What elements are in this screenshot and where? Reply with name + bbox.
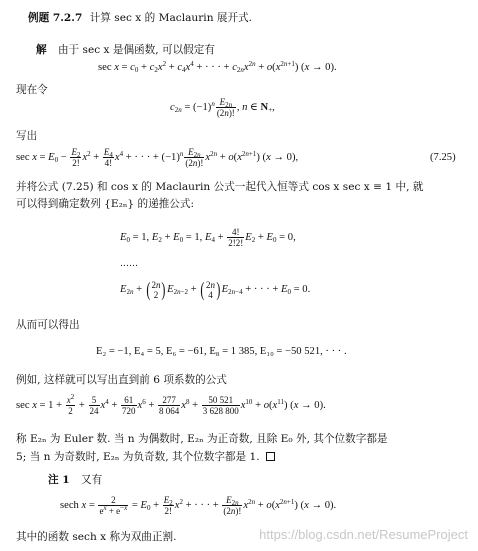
note-text: 又有 — [81, 474, 103, 486]
example-title: 计算 sec x 的 Maclaurin 展开式. — [89, 12, 253, 24]
solution-intro-text: 由于 sec x 是偶函数, 可以假定有 — [57, 44, 215, 56]
note-label: 注 1 — [48, 474, 70, 486]
watermark-text: https://blog.csdn.net/ResumeProject — [259, 527, 468, 542]
eq-tag: (7.25) — [430, 152, 456, 163]
textbook-page: 例题 7.2.7 计算 sec x 的 Maclaurin 展开式. 解 由于 sec x 是偶函数, 可以假定有 $\sec x = c_0 + c_2x^2 + c_4x^4$ + · · · + $c_{2n}x^{2n} + o(x^{2n+1}) (x \to 0)$. 现在令 $c_{2n} = (-1)^n$ $\frac{E_{2n}}{(2n)!}$ , n ∈ $N_+$, 写出 $\sec x = E_0$ − $\frac{E_2}{2!}$ $x^2$ + $\frac{E_4}{4!}$ $x^4$ + · · · + $(-1)^n$ $\frac{E_{2n}}{(2n)!}$ $x^{2n} + o(x^{2n+1}) (x \to 0)$, (7.25) 并将公式 (7.25) 和 cos x 的 Maclaurin 公式一起代入恒等式 cos x sec x ≡ 1 中, 就 可以得到确定数列 {E₂ₙ} 的递推公式: $E_0 = 1$, $E_2 + E_0 = 1$, $E_4$ + $\frac{4!}{2!2!}$ $E_2 + E_0 = 0$, …… $E_{2n}$ + ( 2n 2 )$E_{2n-2}$ + ( 2n 4 )$E_{2n-4}$ + · · · + $E_0 = 0$. 从而可以得出 E₂ = −1, E₄ = 5, E₆ = −61, E₈ = 1 385, E₁₀ = −50 521, · · · . 例如, 这样就可以写出直到前 6 项系数的公式 sec x = 1 + $\frac{x^2}{2}$ + $\frac{5}{24}$ $x^4$ + $\frac{61}{720}$ $x^6$ + $\frac{277}{8 064}$ $x^8$ + $\frac{50 521}{3 628 800}$ $x^{10} + o(x^{11}) (x \to 0)$. 称 E₂ₙ 为 Euler 数. 当 n 为偶数时, E₂ₙ 为正奇数, 且除 E₀ 外, 其个位数字都是 5; 当 n 为奇数时, E₂ₙ 为负奇数, 其个位数字都是 1. 注 1 又有 sech x = $\frac{2}{e^x + e^{-x}}$ = $E_0$ + $\frac{E_2}{2!}$ $x^2$ + · · · + $\frac{E_{2n}}{(2n)!}$ $x^{2n} + o(x^{2n+1}) (x \to 0)$. 其中的函数 sech x 称为双曲正割. https://blog.csdn.net/ResumeProject — [16, 12, 468, 543]
end-of-proof-icon — [266, 452, 275, 461]
solution-label: 解 — [36, 44, 47, 56]
example-label: 例题 7.2.7 — [28, 12, 83, 24]
